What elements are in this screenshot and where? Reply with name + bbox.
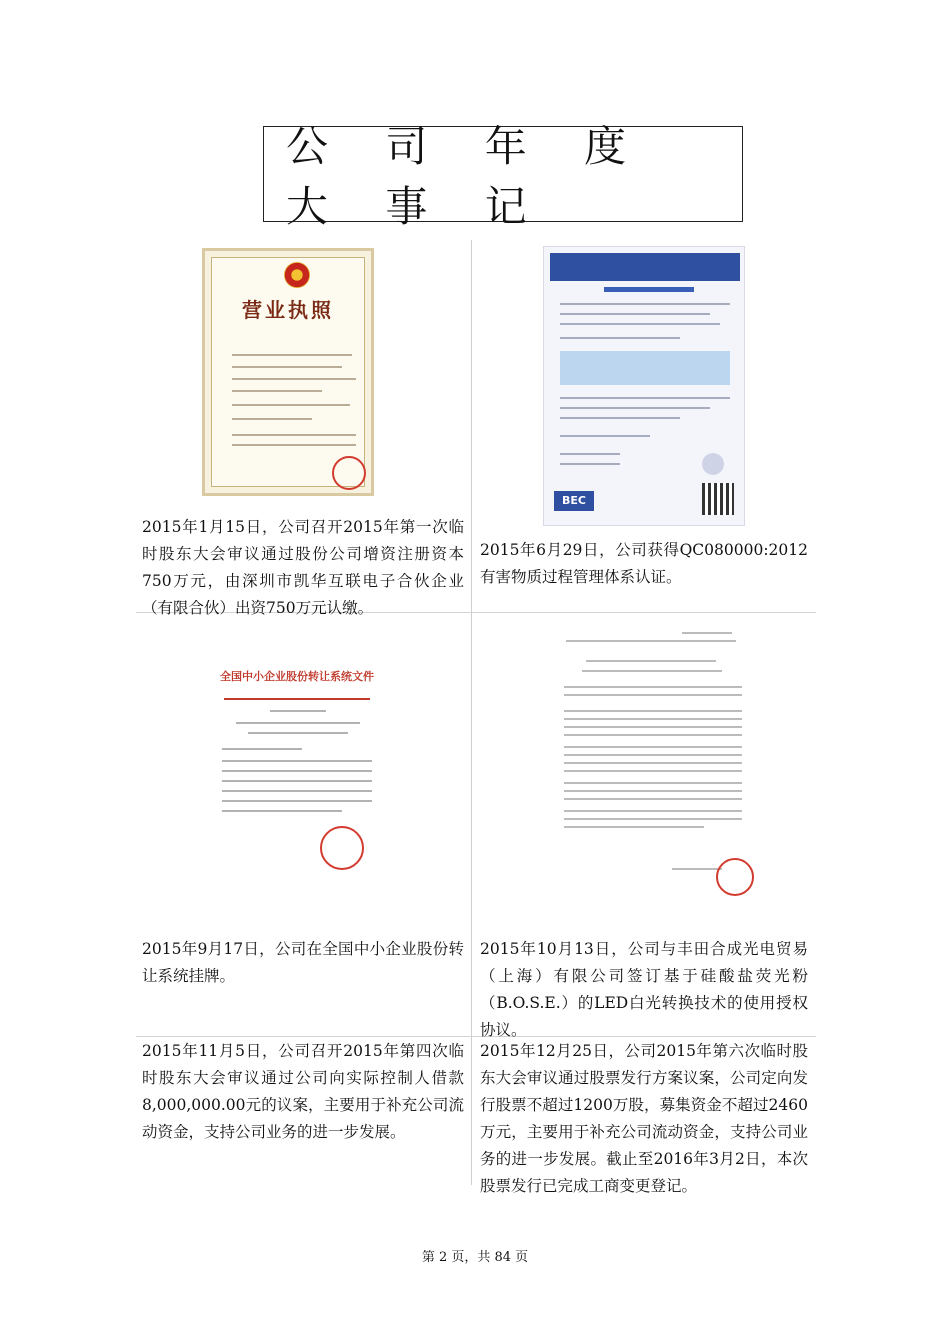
event-text: 2015年12月25日，公司2015年第六次临时股东大会审议通过股票发行方案议案，公司定向发行股票不超过1200万股，募集资金不超过2460万元，主要用于补充公司流动资金，支持公司业务的进一步发展。截止至2016年3月2日，本次股票发行已完成工商变更登记。	[480, 1042, 808, 1195]
page-title-text: 公 司 年 度 大 事 记	[286, 122, 649, 231]
iecq-certificate-image	[543, 246, 745, 526]
business-license-image	[202, 248, 374, 496]
license-heading: 营业执照	[242, 298, 334, 322]
seal-stamp-icon	[716, 858, 754, 896]
national-emblem-icon	[284, 262, 310, 288]
event-text: 2015年6月29日，公司获得QC080000:2012有害物质过程管理体系认证。	[480, 541, 808, 586]
event-text: 2015年11月5日，公司召开2015年第四次临时股东大会审议通过公司向实际控制人借款8,000,000.00元的议案，主要用于补充公司流动资金，支持公司业务的进一步发展。	[142, 1042, 464, 1141]
page-number: 第 2 页，共 84 页	[421, 1250, 529, 1265]
page-title	[263, 122, 743, 231]
event-text: 2015年1月15日，公司召开2015年第一次临时股东大会审议通过股份公司增资注册资本750万元，由深圳市凯华互联电子合伙企业（有限合伙）出资750万元认缴。	[142, 518, 464, 617]
qr-code-icon	[702, 483, 734, 515]
seal-stamp-icon	[320, 826, 364, 870]
event-text: 2015年9月17日，公司在全国中小企业股份转让系统挂牌。	[142, 940, 464, 985]
bec-logo: BEC	[554, 491, 594, 511]
event-text: 2015年10月13日，公司与丰田合成光电贸易（上海）有限公司签订基于硅酸盐荧光粉（B.O.S.E.）的LED白光转换技术的使用授权协议。	[480, 940, 808, 1039]
neeq-heading: 全国中小企业股份转让系统文件	[220, 670, 374, 683]
table-divider-vertical	[471, 240, 472, 1185]
nqa-logo-icon	[702, 453, 724, 475]
seal-stamp-icon	[332, 456, 366, 490]
neeq-document-image	[210, 660, 384, 892]
announcement-image	[542, 622, 764, 928]
